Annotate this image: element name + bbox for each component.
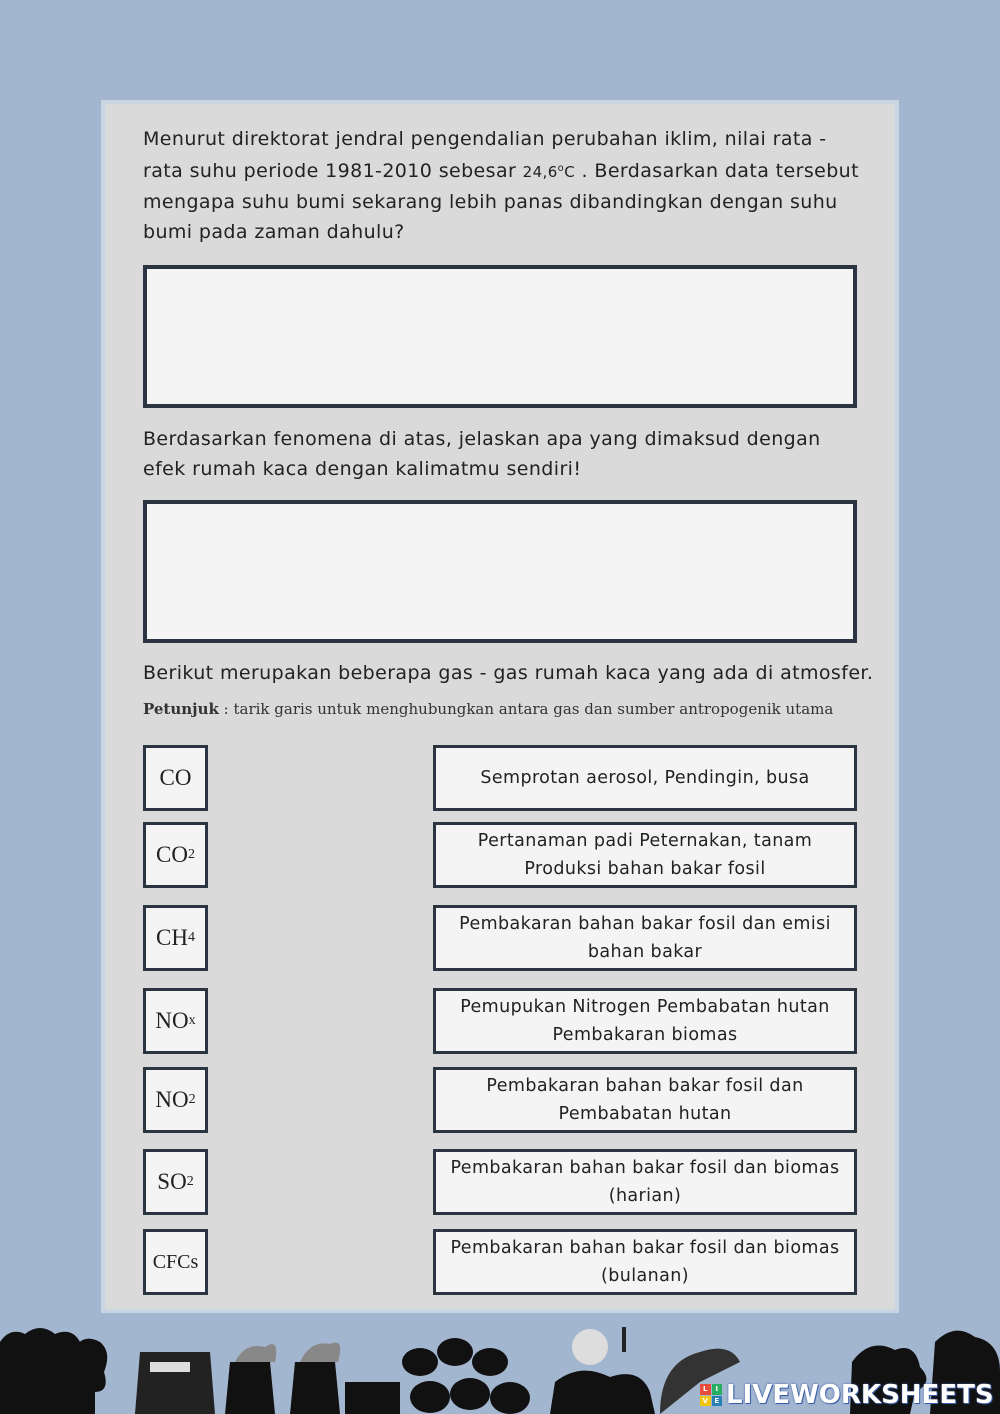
liveworksheets-badge-icon: L I V E	[700, 1384, 722, 1406]
answer-box-1[interactable]	[143, 265, 857, 408]
question-2-text: Berdasarkan fenomena di atas, jelaskan apa yang dimaksud dengan efek rumah kaca dengan kalimatmu sendiri!	[143, 428, 821, 480]
hint-label: Petunjuk	[143, 700, 219, 718]
source-box-3[interactable]: Pembakaran bahan bakar fosil dan emisi bahan bakar	[433, 905, 857, 971]
factory-icon	[225, 1362, 275, 1414]
answer-box-2[interactable]	[143, 500, 857, 643]
question-1-text	[143, 124, 863, 247]
gas-box-no2[interactable]: NO 2	[143, 1067, 208, 1133]
hint-text: : tarik garis untuk menghubungkan antara gas dan sumber antropogenik utama	[223, 700, 834, 718]
question-1-question: . Berdasarkan data tersebut mengapa suhu bumi sekarang lebih panas dibandingkan dengan suhu bumi pada zaman dahulu?	[143, 160, 859, 243]
source-box-5[interactable]: Pembakaran bahan bakar fosil dan Pembabatan hutan	[433, 1067, 857, 1133]
gas-box-cfcs[interactable]: CFCs	[143, 1229, 208, 1295]
polar-bear-icon	[550, 1371, 655, 1414]
trash-bin-icon	[135, 1352, 215, 1414]
gas-box-so2[interactable]: SO 2	[143, 1149, 208, 1215]
gas-box-co[interactable]: CO	[143, 745, 208, 811]
source-box-6[interactable]: Pembakaran bahan bakar fosil dan biomas (harian)	[433, 1149, 857, 1215]
gas-box-nox[interactable]: NO x	[143, 988, 208, 1054]
tree-icon	[70, 1339, 107, 1414]
question-1-intro: Menurut direktorat jendral pengendalian perubahan iklim, nilai rata - rata suhu periode 1981-2010 sebesar	[143, 128, 827, 182]
barrel-icon	[402, 1348, 438, 1376]
liveworksheets-logo	[700, 1380, 994, 1410]
section-intro: Berikut merupakan beberapa gas - gas rumah kaca yang ada di atmosfer.	[143, 662, 874, 684]
source-box-2[interactable]: Pertanaman padi Peternakan, tanam Produksi bahan bakar fosil	[433, 822, 857, 888]
gas-box-ch4[interactable]: CH 4	[143, 905, 208, 971]
source-box-7[interactable]: Pembakaran bahan bakar fosil dan biomas (bulanan)	[433, 1229, 857, 1295]
instruction-hint	[143, 700, 863, 718]
source-box-4[interactable]: Pemupukan Nitrogen Pembabatan hutan Pembakaran biomas	[433, 988, 857, 1054]
gas-box-co2[interactable]: CO 2	[143, 822, 208, 888]
temperature-value: 24,6$^o$C	[522, 163, 576, 181]
liveworksheets-wordmark: LIVEWORKSHEETS	[726, 1380, 994, 1410]
source-box-1[interactable]: Semprotan aerosol, Pendingin, busa	[433, 745, 857, 811]
